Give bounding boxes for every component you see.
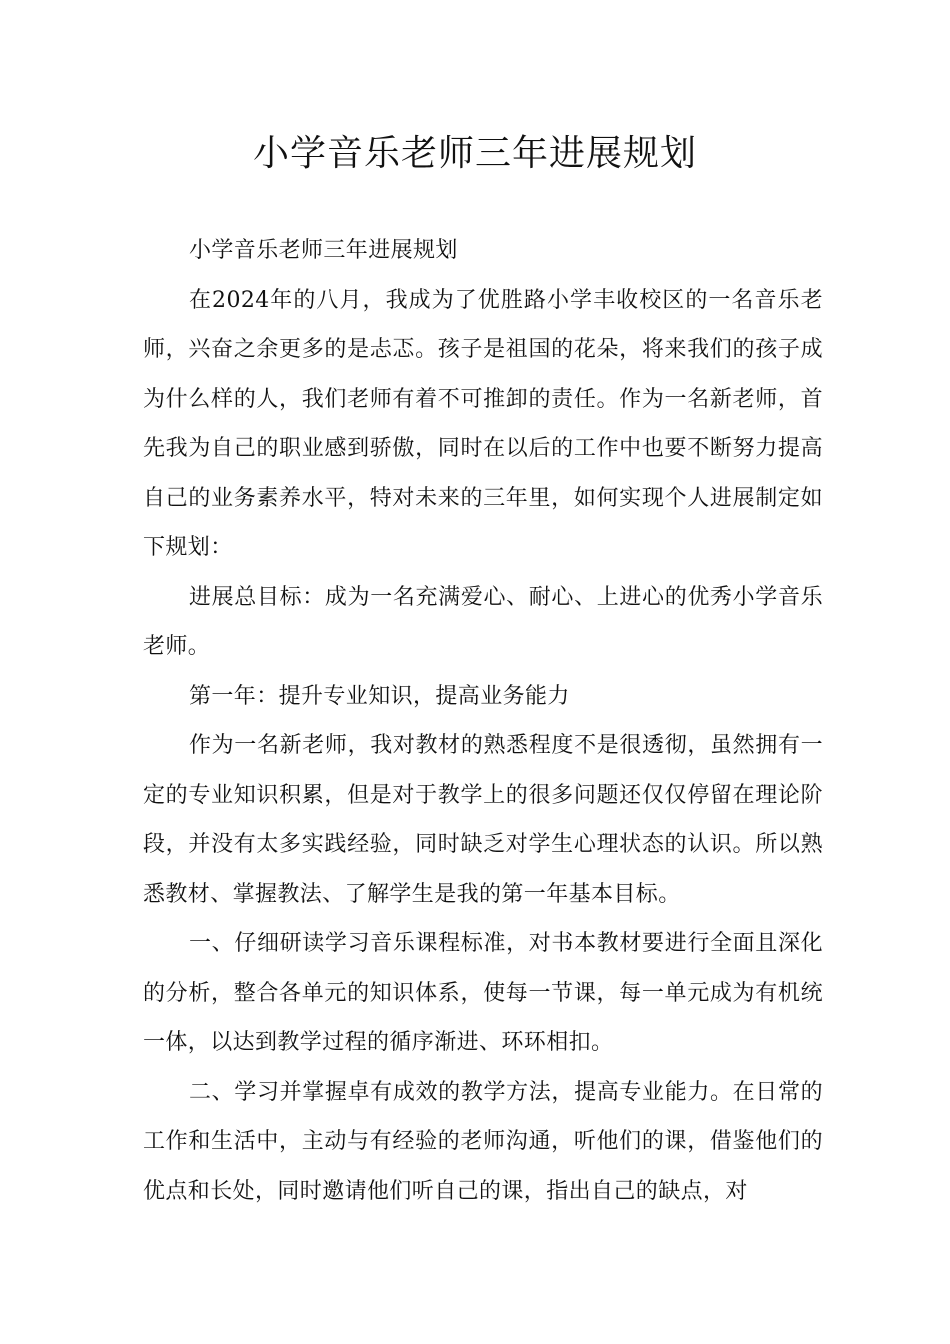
paragraph-item-one: 一、仔细研读学习音乐课程标准，对书本教材要进行全面且深化的分析，整合各单元的知识体系，使每一节课，每一单元成为有机统一体，以达到教学过程的循序渐进、环环相扣。 bbox=[143, 931, 823, 1055]
paragraph-item-two: 二、学习并掌握卓有成效的教学方法，提高专业能力。在日常的工作和生活中，主动与有经验的老师沟通，听他们的课，借鉴他们的优点和长处，同时邀请他们听自己的课，指出自己的缺点，对 bbox=[143, 1079, 823, 1204]
paragraph-subtitle: 小学音乐老师三年进展规划 bbox=[189, 238, 458, 263]
document-body bbox=[143, 226, 823, 1216]
document-title: 小学音乐老师三年进展规划 bbox=[252, 133, 697, 174]
paragraph-first-year-heading: 第一年：提升专业知识，提高业务能力 bbox=[189, 683, 570, 709]
paragraph-introduction: 在2024年的八月，我成为了优胜路小学丰收校区的一名音乐老师，兴奋之余更多的是忐忑。孩子是祖国的花朵，将来我们的孩子成为什么样的人，我们老师有着不可推卸的责任。作为一名新老师，首先我为自己的职业感到骄傲，同时在以后的工作中也要不断努力提高自己的业务素养水平，特对未来的三年里，如何实现个人进展制定如下规划： bbox=[143, 287, 823, 560]
paragraph-first-year-description: 作为一名新老师，我对教材的熟悉程度不是很透彻，虽然拥有一定的专业知识积累，但是对于教学上的很多问题还仅仅停留在理论阶段，并没有太多实践经验，同时缺乏对学生心理状态的认识。所以熟悉教材、掌握教法、了解学生是我的第一年基本目标。 bbox=[143, 733, 823, 907]
paragraph-overall-goal: 进展总目标：成为一名充满爱心、耐心、上进心的优秀小学音乐老师。 bbox=[143, 584, 823, 659]
